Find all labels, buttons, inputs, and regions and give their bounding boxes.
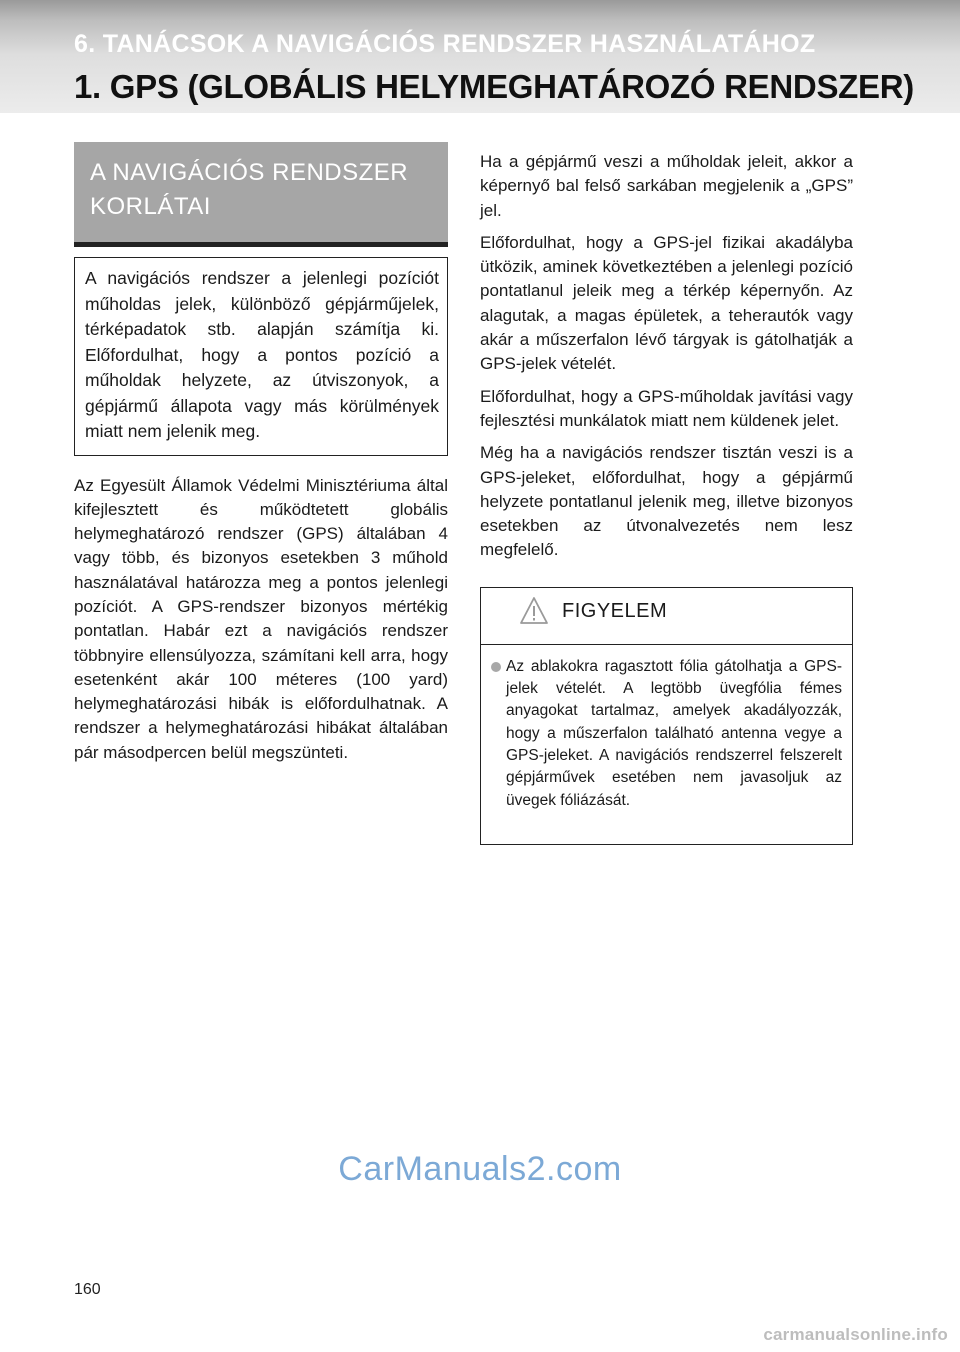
caution-text: Az ablakokra ragasztott fólia gátolhatja a GPS-jelek vételét. A legtöbb üvegfólia fémes anyagokat tartalmaz, amelyek akadályozzák, hogy a műszerfalon található antenna vegye a GPS-jeleket. A navigációs rendszerrel felszerelt gépjárművek esetében nem javasoljuk az üvegek fóliázását. [506, 657, 842, 809]
body-paragraph: Még ha a navigációs rendszer tisztán veszi is a GPS-jeleket, előfordulhat, hogy a gépjármű helyzete pontatlanul jelenik meg, illetve bizonyos esetekben az útvonalvezetés nem lesz megfelelő. [480, 443, 853, 560]
caution-box [480, 587, 853, 845]
body-paragraph: Az Egyesült Államok Védelmi Minisztériuma által kifejlesztett és működtetett globális helymeghatározó rendszer (GPS) általában 4 vagy több, és bizonyos esetekben 3 műhold használatával határozza meg a pontos jelenlegi pozíciót. A GPS-rendszer bizonyos mértékig pontatlan. Habár ezt a navigációs rendszer többnyire ellensúlyozza, számítani kell arra, hogy esetenként akár 100 méteres (100 yard) helymeghatározási hibák is előfordulhatnak. A rendszer a helymeghatározási hibákat általában pár másodpercen belül megszünteti. [74, 475, 448, 762]
bullet-dot-icon [491, 662, 501, 672]
body-paragraph: Ha a gépjármű veszi a műholdak jeleit, akkor a képernyő bal felső sarkában megjelenik a „GPS” jel. [480, 152, 853, 220]
page-number: 160 [74, 1281, 101, 1298]
warning-triangle-icon [519, 596, 549, 626]
right-column [480, 150, 853, 845]
left-column [74, 142, 448, 765]
caution-divider [481, 644, 852, 645]
topic-heading: A NAVIGÁCIÓS RENDSZER KORLÁTAI [74, 142, 448, 247]
caution-item [491, 656, 842, 812]
caution-header [481, 588, 852, 644]
section-title: 1. GPS (GLOBÁLIS HELYMEGHATÁROZÓ RENDSZER) [74, 68, 914, 105]
summary-box: A navigációs rendszer a jelenlegi pozíciót műholdas jelek, különböző gépjárműjelek, térképadatok stb. alapján számítja ki. Előfordulhat, hogy a pontos pozíció a műholdak helyzete, az útviszonyok, a gépjármű állapota vagy más körülmények miatt nem jelenik meg. [74, 257, 448, 456]
footer-logo: carmanualsonline.info [763, 1325, 948, 1344]
chapter-title: 6. TANÁCSOK A NAVIGÁCIÓS RENDSZER HASZNÁLATÁHOZ [74, 30, 816, 58]
body-paragraph: Előfordulhat, hogy a GPS-jel fizikai akadályba ütközik, aminek következtében a jelenlegi pozíció pontatlanul jeleik meg a térkép képernyőn. Az alagutak, a magas épületek, a teherautók vagy akár a műszerfalon lévő tárgyak is gátolhatják a GPS-jelek vételét. [480, 232, 853, 374]
body-paragraph: Előfordulhat, hogy a GPS-műholdak javítási vagy fejlesztési munkálatok miatt nem küldenek jelet. [480, 386, 853, 430]
caution-label: FIGYELEM [562, 599, 668, 622]
watermark: CarManuals2.com [338, 1150, 622, 1188]
